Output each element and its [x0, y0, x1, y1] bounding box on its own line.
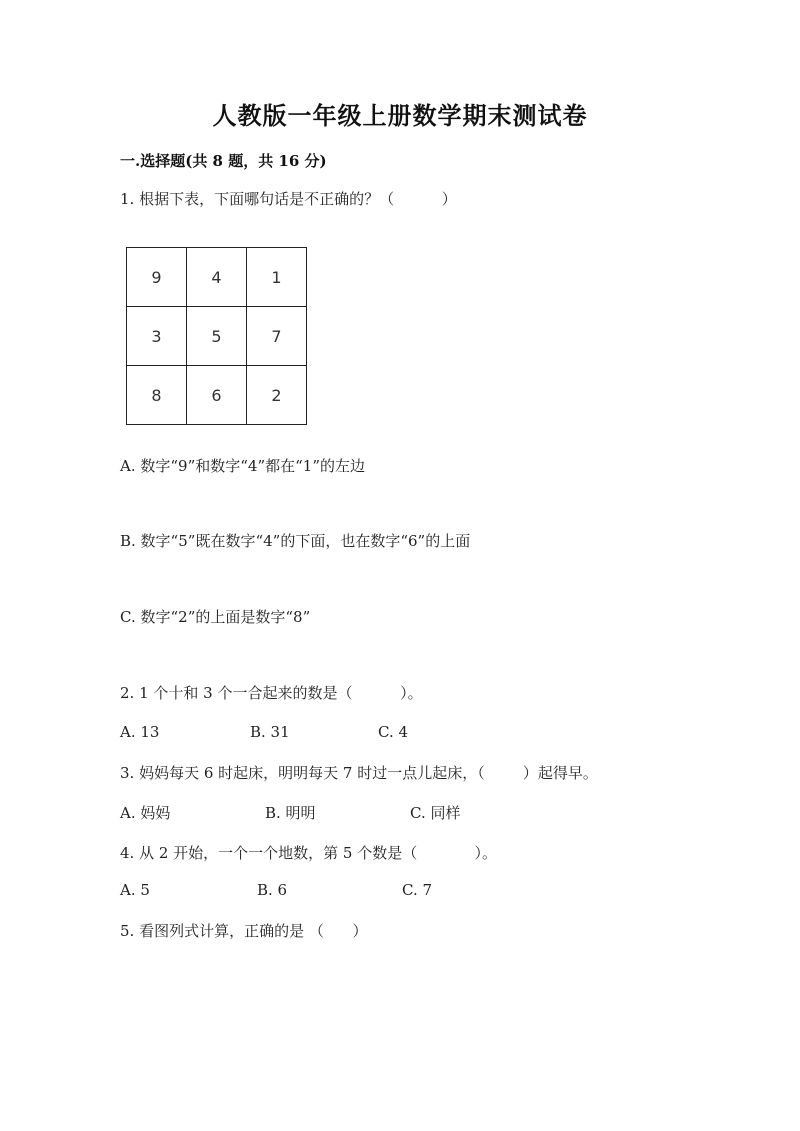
- question-2-stem: 2. 1 个十和 3 个一合起来的数是（ ）。: [120, 684, 423, 702]
- grid-cell: 1: [247, 248, 307, 307]
- number-grid: [126, 247, 307, 425]
- question-2-option-c: C. 4: [378, 723, 409, 741]
- question-3-option-c: C. 同样: [410, 804, 461, 822]
- page-title: 人教版一年级上册数学期末测试卷: [212, 101, 588, 130]
- question-3-stem: 3. 妈妈每天 6 时起床，明明每天 7 时过一点儿起床，（ ）起得早。: [120, 764, 598, 782]
- question-1-option-b: B. 数字“5”既在数字“4”的下面，也在数字“6”的上面: [120, 532, 471, 550]
- question-1-option-a: A. 数字“9”和数字“4”都在“1”的左边: [120, 457, 366, 475]
- question-5-stem: 5. 看图列式计算，正确的是 （ ）: [120, 922, 368, 940]
- grid-cell: 4: [187, 248, 247, 307]
- grid-cell: 7: [247, 307, 307, 366]
- section-heading: 一.选择题(共 8 题，共 16 分): [120, 152, 327, 170]
- grid-cell: 3: [127, 307, 187, 366]
- grid-cell: 6: [187, 366, 247, 425]
- question-1-option-c: C. 数字“2”的上面是数字“8”: [120, 608, 311, 626]
- question-2-option-b: B. 31: [250, 723, 290, 741]
- grid-cell: 2: [247, 366, 307, 425]
- question-2-option-a: A. 13: [120, 723, 160, 741]
- question-4-option-c: C. 7: [402, 881, 433, 899]
- grid-cell: 8: [127, 366, 187, 425]
- grid-cell: 5: [187, 307, 247, 366]
- grid-cell: 9: [127, 248, 187, 307]
- question-3-option-b: B. 明明: [265, 804, 316, 822]
- question-4-option-a: A. 5: [120, 881, 150, 899]
- question-4-option-b: B. 6: [257, 881, 288, 899]
- question-3-option-a: A. 妈妈: [120, 804, 171, 822]
- question-1-stem: 1. 根据下表，下面哪句话是不正确的？（ ）: [120, 190, 457, 208]
- question-4-stem: 4. 从 2 开始，一个一个地数，第 5 个数是（ ）。: [120, 844, 497, 862]
